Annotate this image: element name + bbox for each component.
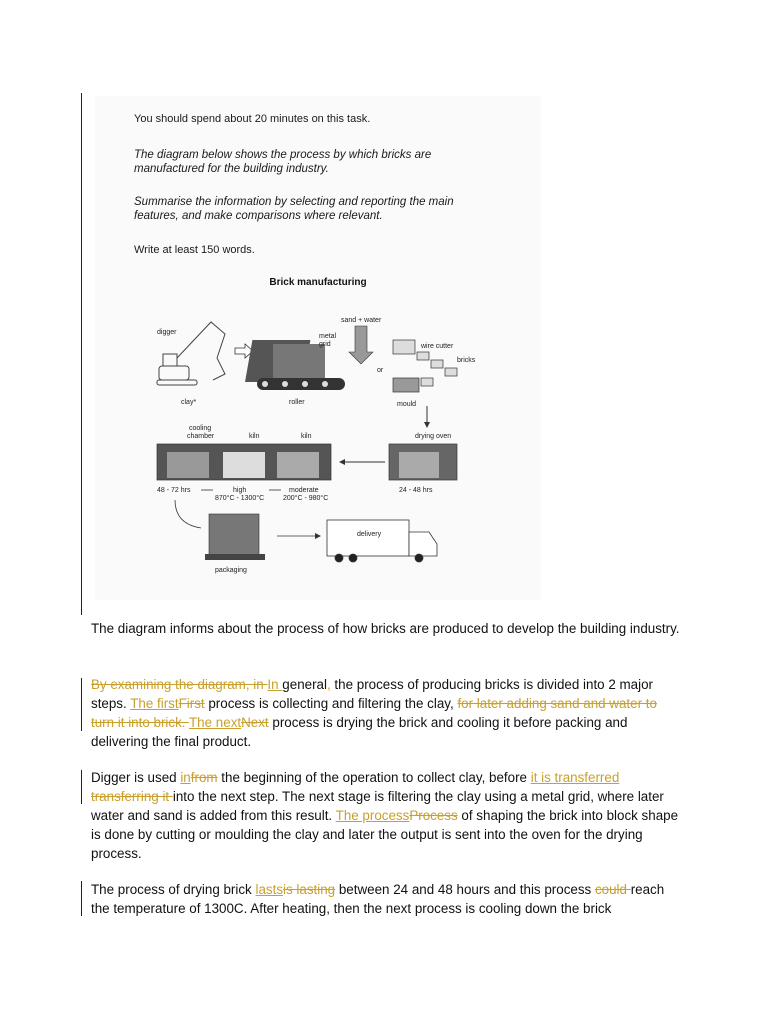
label-clay: clay*	[181, 399, 197, 406]
label-drying-oven: drying oven	[415, 433, 452, 440]
label-metal: metal	[319, 333, 337, 340]
text: general	[282, 677, 327, 692]
drying-oven-icon	[389, 444, 457, 480]
task-prompt	[95, 96, 541, 600]
deleted-text[interactable]: First	[178, 696, 205, 711]
mould-icon	[393, 378, 433, 392]
inserted-text[interactable]: it is transferred	[530, 770, 620, 785]
text: into the next step. The next stage is filtering the clay using a metal grid, where later water and sand is added from this result.	[91, 789, 664, 823]
task-instruction: You should spend about 20 minutes on this task.	[134, 113, 371, 125]
inserted-text[interactable]: The first	[130, 696, 179, 711]
kiln-chambers-icon	[157, 444, 331, 480]
deleted-text[interactable]: for later adding sand and water to turn it into brick.	[91, 696, 657, 730]
label-high-temp: 870°C - 1300°C	[215, 495, 265, 502]
deleted-text[interactable]: could	[594, 882, 631, 897]
text: the process of producing bricks is divided into 2 major steps.	[91, 677, 653, 711]
text: reach the temperature of 1300C. After heating, then the next process is cooling down the brick	[91, 882, 665, 916]
label-kiln-high: kiln	[249, 433, 260, 440]
inserted-text[interactable]: In	[267, 677, 283, 692]
label-cooling: cooling	[189, 425, 212, 432]
down-arrow-icon	[349, 326, 373, 364]
label-chamber: chamber	[187, 433, 215, 440]
revision-bar	[81, 678, 82, 731]
text: the beginning of the operation to collect clay, before	[217, 770, 531, 785]
label-moderate: moderate	[289, 487, 319, 494]
label-high: high	[233, 487, 247, 494]
essay-paragraph-1	[91, 619, 681, 638]
packaging-icon	[205, 514, 265, 560]
delivery-truck-icon	[327, 520, 437, 562]
revision-bar	[81, 770, 82, 804]
label-roller: roller	[289, 399, 305, 406]
text: between 24 and 48 hours and this process	[335, 882, 595, 897]
deleted-text[interactable]: is lasting	[283, 882, 336, 897]
deleted-text[interactable]: from	[190, 770, 218, 785]
label-mould: mould	[397, 401, 417, 408]
inserted-text[interactable]: The next	[189, 715, 242, 730]
arrowhead-icon	[339, 459, 345, 465]
text: process is drying the brick and cooling it before packing and delivering the final product.	[91, 715, 628, 749]
essay-paragraph-3	[91, 768, 681, 863]
revision-bar	[81, 600, 82, 615]
text: Digger is used	[91, 770, 181, 785]
essay-paragraph-2	[91, 675, 681, 751]
paragraph-text: The diagram informs about the process of how bricks are produced to develop the building industry.	[91, 621, 680, 636]
deleted-text[interactable]: transferring it	[91, 789, 173, 804]
inserted-text[interactable]: ,	[326, 677, 331, 692]
text: The process of drying brick	[91, 882, 256, 897]
label-hours-dry: 24 - 48 hrs	[399, 487, 433, 494]
arrowhead-icon	[424, 422, 430, 428]
essay-paragraph-4	[91, 880, 681, 918]
inserted-text[interactable]: The process	[335, 808, 410, 823]
label-delivery: delivery	[357, 531, 382, 538]
task-summary-instruction: Summarise the information by selecting and reporting the main features, and make comparisons where relevant.	[134, 196, 454, 222]
label-grid: grid	[319, 341, 331, 348]
label-kiln-moderate: kiln	[301, 433, 312, 440]
arrowhead-icon	[315, 533, 321, 539]
revision-bar	[81, 93, 82, 600]
text: of shaping the brick into block shape is done by cutting or moulding the clay and later the output is sent into the oven for the drying process.	[91, 808, 679, 861]
label-or: or	[377, 367, 384, 374]
arrow-icon	[175, 500, 201, 528]
word-count-instruction: Write at least 150 words.	[134, 244, 255, 256]
deleted-text[interactable]: By examining the diagram, in	[91, 677, 268, 692]
text: process is collecting and filtering the clay,	[204, 696, 458, 711]
label-bricks: bricks	[457, 357, 476, 364]
task-description: The diagram below shows the process by which bricks are manufactured for the building industry.	[134, 149, 432, 175]
revision-bar	[81, 881, 82, 916]
deleted-text[interactable]: Next	[241, 715, 269, 730]
brick-manufacturing-diagram	[153, 314, 483, 576]
label-packaging: packaging	[215, 567, 247, 574]
inserted-text[interactable]: lasts	[255, 882, 284, 897]
label-wire-cutter: wire cutter	[421, 343, 454, 350]
figure-title: Brick manufacturing	[269, 277, 367, 288]
inserted-text[interactable]: in	[180, 770, 191, 785]
label-hours-cool: 48 - 72 hrs	[157, 487, 191, 494]
deleted-text[interactable]: Process	[409, 808, 458, 823]
label-digger: digger	[157, 329, 177, 336]
label-sand-water: sand + water	[341, 317, 382, 324]
label-moderate-temp: 200°C - 980°C	[283, 495, 329, 502]
